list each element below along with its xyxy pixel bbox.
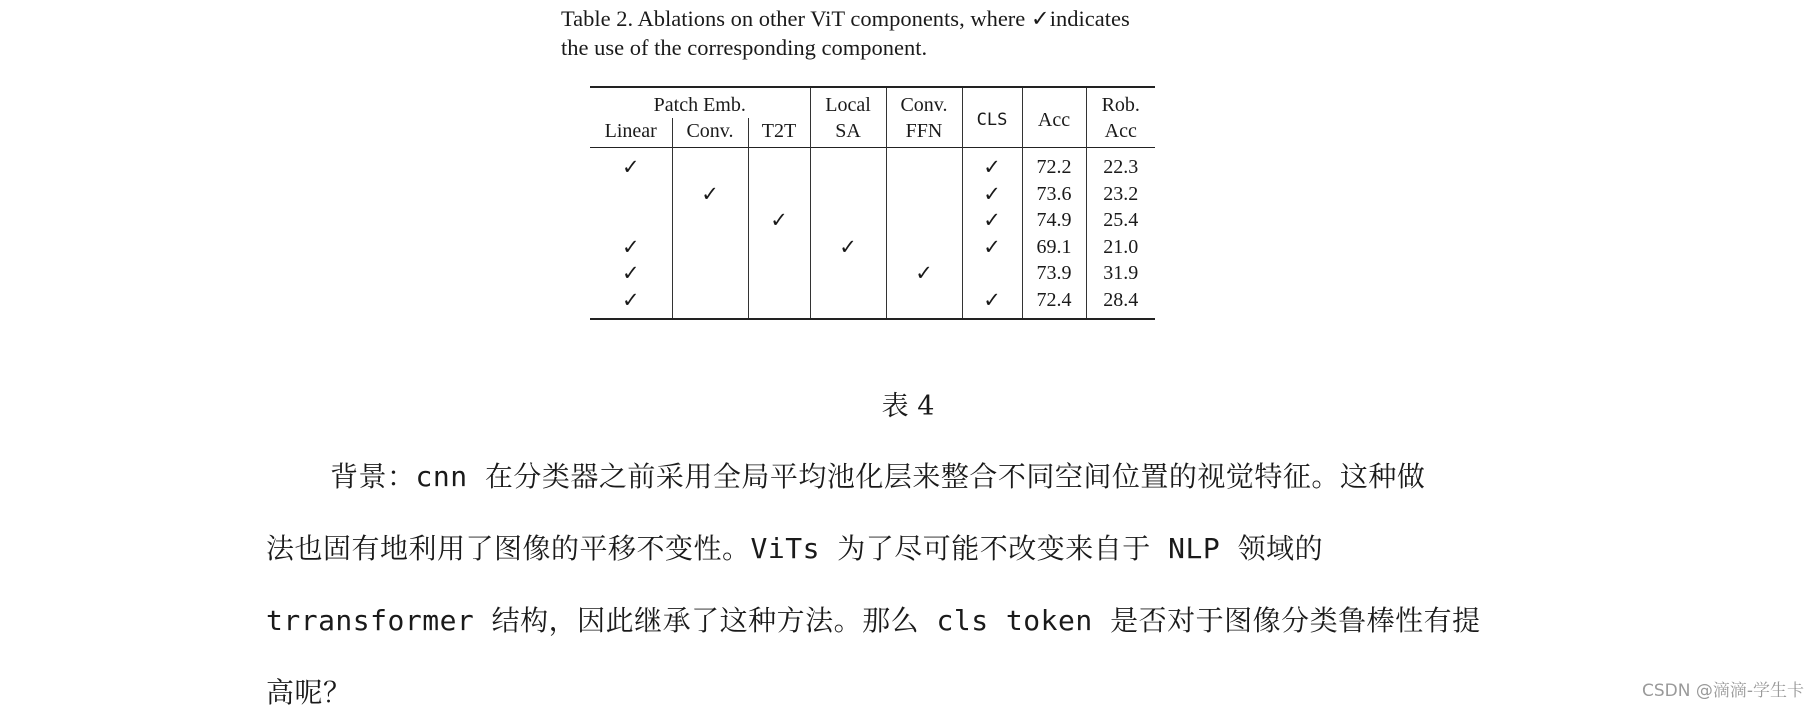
cell-t2t — [748, 148, 810, 181]
cell-local-sa — [810, 148, 886, 181]
table-header-row-1 — [590, 87, 1155, 118]
header-sa: SA — [810, 118, 886, 148]
table-row — [590, 287, 1155, 320]
cell-acc: 73.6 — [1022, 181, 1086, 208]
cell-conv-ffn — [886, 207, 962, 234]
ablation-table — [590, 86, 1155, 320]
table-row — [590, 207, 1155, 234]
cell-cls: ✓ — [962, 234, 1022, 261]
cell-t2t: ✓ — [748, 207, 810, 234]
cell-cls: ✓ — [962, 148, 1022, 181]
paragraph-line-4: 高呢？ — [266, 676, 352, 709]
csdn-watermark: CSDN @滴滴-学生卡 — [1641, 681, 1804, 701]
cell-cls — [962, 260, 1022, 287]
header-patch-emb: Patch Emb. — [653, 94, 746, 116]
cell-acc: 72.4 — [1022, 287, 1086, 320]
paragraph-line-3: trransformer 结构，因此继承了这种方法。那么 cls token 是否对于图像分类鲁棒性有提 — [266, 604, 1481, 637]
cell-conv-ffn — [886, 181, 962, 208]
cell-conv: ✓ — [672, 181, 748, 208]
table-row — [590, 260, 1155, 287]
cell-conv-ffn — [886, 234, 962, 261]
cell-local-sa — [810, 207, 886, 234]
table-label: 表 4 — [881, 391, 935, 422]
paragraph-line-2: 法也固有地利用了图像的平移不变性。ViTs 为了尽可能不改变来自于 NLP 领域的 — [266, 532, 1324, 565]
header-rob-acc: Acc — [1086, 118, 1155, 148]
cell-conv — [672, 148, 748, 181]
cell-t2t — [748, 260, 810, 287]
cell-rob-acc: 28.4 — [1086, 287, 1155, 320]
cell-linear — [590, 181, 672, 208]
cell-linear: ✓ — [621, 234, 640, 259]
cell-rob-acc: 21.0 — [1086, 234, 1155, 261]
cell-local-sa — [810, 260, 886, 287]
table-row — [590, 148, 1155, 181]
caption-line-1: Table 2. Ablations on other ViT components, where ✓indicates — [561, 6, 1130, 31]
header-cls: CLS — [962, 87, 1022, 148]
header-conv: Conv. — [672, 118, 748, 148]
cell-acc: 69.1 — [1022, 234, 1086, 261]
paragraph-line-1: 背景：cnn 在分类器之前采用全局平均池化层来整合不同空间位置的视觉特征。这种做 — [330, 460, 1426, 493]
cell-cls: ✓ — [962, 181, 1022, 208]
ablation-table-container — [590, 86, 1155, 320]
table-caption — [561, 4, 1201, 62]
cell-conv-ffn — [886, 287, 962, 320]
cell-acc: 74.9 — [1022, 207, 1086, 234]
cell-rob-acc: 22.3 — [1086, 148, 1155, 181]
header-local: Local — [810, 87, 886, 118]
cell-cls: ✓ — [962, 287, 1022, 320]
cell-local-sa: ✓ — [810, 234, 886, 261]
cell-t2t — [748, 234, 810, 261]
cell-linear: ✓ — [621, 261, 640, 285]
cell-conv — [672, 287, 748, 320]
header-linear: Linear — [604, 120, 657, 142]
cell-t2t — [748, 181, 810, 208]
cell-conv — [672, 207, 748, 234]
cell-rob-acc: 23.2 — [1086, 181, 1155, 208]
cell-cls: ✓ — [962, 207, 1022, 234]
cell-linear — [590, 207, 672, 234]
cell-conv-ffn — [886, 148, 962, 181]
table-row — [590, 181, 1155, 208]
cell-conv-ffn: ✓ — [886, 260, 962, 287]
header-t2t: T2T — [748, 118, 810, 148]
caption-line-2: the use of the corresponding component. — [561, 35, 928, 60]
header-rob: Rob. — [1086, 87, 1155, 118]
cell-linear: ✓ — [621, 155, 640, 179]
cell-acc: 72.2 — [1022, 148, 1086, 181]
cell-rob-acc: 31.9 — [1086, 260, 1155, 287]
cell-conv — [672, 234, 748, 261]
header-ffn: FFN — [886, 118, 962, 148]
cell-rob-acc: 25.4 — [1086, 207, 1155, 234]
cell-local-sa — [810, 181, 886, 208]
header-conv-ffn-top: Conv. — [886, 87, 962, 118]
table-row — [590, 234, 1155, 261]
header-acc: Acc — [1022, 87, 1086, 148]
cell-t2t — [748, 287, 810, 320]
cell-local-sa — [810, 287, 886, 320]
cell-acc: 73.9 — [1022, 260, 1086, 287]
cell-conv — [672, 260, 748, 287]
cell-linear: ✓ — [621, 287, 640, 312]
